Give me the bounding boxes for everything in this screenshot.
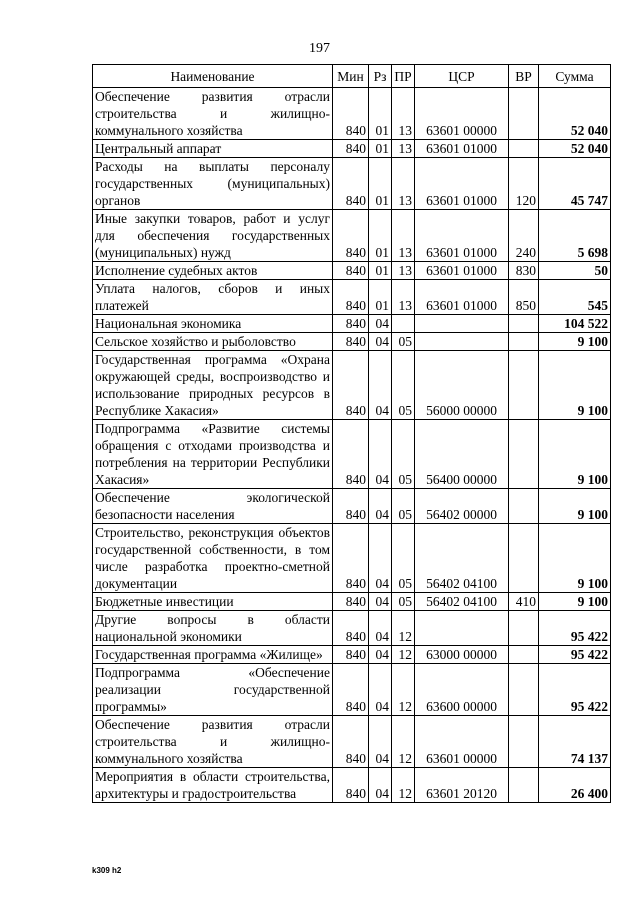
cell-vr <box>509 333 539 351</box>
table-row <box>93 262 611 280</box>
cell-min: 840 <box>333 716 369 768</box>
cell-vr <box>509 351 539 420</box>
cell-min: 840 <box>333 333 369 351</box>
cell-pr: 05 <box>392 593 415 611</box>
cell-rz: 01 <box>369 262 392 280</box>
cell-name: Строительство, реконструкция объектов государственной собственности, в том числе разработка проектно-сметной документации <box>93 524 333 593</box>
cell-name: Обеспечение развития отрасли строительства и жилищно-коммунального хозяйства <box>93 716 333 768</box>
cell-rz: 01 <box>369 140 392 158</box>
cell-pr: 13 <box>392 210 415 262</box>
cell-min: 840 <box>333 524 369 593</box>
cell-pr: 05 <box>392 333 415 351</box>
table-row <box>93 158 611 210</box>
cell-name: Мероприятия в области строительства, архитектуры и градостроительства <box>93 768 333 803</box>
cell-vr <box>509 524 539 593</box>
cell-min: 840 <box>333 646 369 664</box>
cell-vr: 120 <box>509 158 539 210</box>
header-min: Мин <box>333 65 369 88</box>
cell-rz: 01 <box>369 280 392 315</box>
cell-name: Уплата налогов, сборов и иных платежей <box>93 280 333 315</box>
cell-min: 840 <box>333 140 369 158</box>
cell-pr: 12 <box>392 768 415 803</box>
cell-name: Национальная экономика <box>93 315 333 333</box>
cell-rz: 04 <box>369 611 392 646</box>
table-row <box>93 489 611 524</box>
cell-min: 840 <box>333 489 369 524</box>
cell-csr: 63600 00000 <box>415 664 509 716</box>
cell-sum: 9 100 <box>539 351 611 420</box>
cell-sum: 9 100 <box>539 593 611 611</box>
cell-rz: 01 <box>369 210 392 262</box>
table-row <box>93 646 611 664</box>
cell-sum: 45 747 <box>539 158 611 210</box>
cell-sum: 95 422 <box>539 646 611 664</box>
cell-pr: 05 <box>392 351 415 420</box>
cell-min: 840 <box>333 158 369 210</box>
table-row <box>93 716 611 768</box>
cell-vr <box>509 489 539 524</box>
cell-vr <box>509 315 539 333</box>
cell-csr: 63601 01000 <box>415 140 509 158</box>
cell-sum: 52 040 <box>539 88 611 140</box>
table-row <box>93 280 611 315</box>
cell-csr: 63601 01000 <box>415 210 509 262</box>
cell-csr: 56000 00000 <box>415 351 509 420</box>
cell-rz: 04 <box>369 524 392 593</box>
cell-vr <box>509 646 539 664</box>
cell-name: Подпрограмма «Развитие системы обращения с отходами производства и потребления на территории Республики Хакасия» <box>93 420 333 489</box>
cell-sum: 26 400 <box>539 768 611 803</box>
header-csr: ЦСР <box>415 65 509 88</box>
cell-min: 840 <box>333 262 369 280</box>
cell-min: 840 <box>333 420 369 489</box>
cell-sum: 9 100 <box>539 333 611 351</box>
cell-name: Государственная программа «Жилище» <box>93 646 333 664</box>
cell-rz: 04 <box>369 593 392 611</box>
cell-sum: 50 <box>539 262 611 280</box>
cell-csr: 56402 00000 <box>415 489 509 524</box>
cell-rz: 01 <box>369 158 392 210</box>
cell-sum: 74 137 <box>539 716 611 768</box>
cell-rz: 04 <box>369 664 392 716</box>
footer-code: k309 h2 <box>92 866 122 875</box>
cell-csr: 63601 00000 <box>415 88 509 140</box>
cell-rz: 04 <box>369 420 392 489</box>
cell-min: 840 <box>333 593 369 611</box>
cell-rz: 04 <box>369 716 392 768</box>
cell-vr: 240 <box>509 210 539 262</box>
cell-pr: 13 <box>392 88 415 140</box>
cell-sum: 9 100 <box>539 524 611 593</box>
table-row <box>93 420 611 489</box>
cell-pr: 12 <box>392 664 415 716</box>
cell-rz: 04 <box>369 333 392 351</box>
table-row <box>93 210 611 262</box>
cell-name: Иные закупки товаров, работ и услуг для обеспечения государственных (муниципальных) нужд <box>93 210 333 262</box>
cell-csr: 56402 04100 <box>415 593 509 611</box>
cell-vr: 850 <box>509 280 539 315</box>
cell-vr <box>509 88 539 140</box>
cell-pr <box>392 315 415 333</box>
cell-name: Исполнение судебных актов <box>93 262 333 280</box>
cell-sum: 95 422 <box>539 664 611 716</box>
cell-pr: 12 <box>392 646 415 664</box>
header-sum: Сумма <box>539 65 611 88</box>
cell-csr: 56402 04100 <box>415 524 509 593</box>
cell-vr <box>509 716 539 768</box>
cell-name: Обеспечение экологической безопасности населения <box>93 489 333 524</box>
cell-rz: 01 <box>369 88 392 140</box>
cell-min: 840 <box>333 210 369 262</box>
table-row <box>93 88 611 140</box>
cell-min: 840 <box>333 88 369 140</box>
cell-pr: 13 <box>392 140 415 158</box>
cell-min: 840 <box>333 664 369 716</box>
cell-min: 840 <box>333 315 369 333</box>
cell-vr <box>509 140 539 158</box>
cell-pr: 05 <box>392 420 415 489</box>
cell-sum: 9 100 <box>539 489 611 524</box>
table-row <box>93 315 611 333</box>
cell-csr: 63000 00000 <box>415 646 509 664</box>
cell-csr: 63601 20120 <box>415 768 509 803</box>
cell-name: Центральный аппарат <box>93 140 333 158</box>
cell-pr: 12 <box>392 716 415 768</box>
header-vr: ВР <box>509 65 539 88</box>
cell-rz: 04 <box>369 646 392 664</box>
cell-csr: 63601 01000 <box>415 158 509 210</box>
cell-name: Государственная программа «Охрана окружающей среды, воспроизводство и использование природных ресурсов в Республике Хакасия» <box>93 351 333 420</box>
cell-pr: 05 <box>392 489 415 524</box>
cell-rz: 04 <box>369 351 392 420</box>
cell-name: Подпрограмма «Обеспечение реализации государственной программы» <box>93 664 333 716</box>
cell-sum: 5 698 <box>539 210 611 262</box>
cell-name: Другие вопросы в области национальной экономики <box>93 611 333 646</box>
cell-sum: 95 422 <box>539 611 611 646</box>
cell-csr <box>415 333 509 351</box>
cell-pr: 13 <box>392 158 415 210</box>
cell-name: Сельское хозяйство и рыболовство <box>93 333 333 351</box>
header-pr: ПР <box>392 65 415 88</box>
cell-vr <box>509 420 539 489</box>
cell-csr <box>415 315 509 333</box>
cell-sum: 9 100 <box>539 420 611 489</box>
cell-rz: 04 <box>369 768 392 803</box>
cell-min: 840 <box>333 280 369 315</box>
cell-rz: 04 <box>369 315 392 333</box>
table-row <box>93 140 611 158</box>
cell-vr <box>509 768 539 803</box>
cell-vr: 830 <box>509 262 539 280</box>
page-number: 197 <box>309 41 330 56</box>
cell-vr <box>509 611 539 646</box>
cell-sum: 545 <box>539 280 611 315</box>
cell-sum: 52 040 <box>539 140 611 158</box>
table-row <box>93 351 611 420</box>
cell-csr: 63601 00000 <box>415 716 509 768</box>
table-row <box>93 524 611 593</box>
budget-table <box>92 64 611 803</box>
table-header-row <box>93 65 611 88</box>
cell-min: 840 <box>333 351 369 420</box>
cell-pr: 05 <box>392 524 415 593</box>
cell-min: 840 <box>333 768 369 803</box>
cell-csr: 56400 00000 <box>415 420 509 489</box>
cell-name: Бюджетные инвестиции <box>93 593 333 611</box>
cell-vr: 410 <box>509 593 539 611</box>
cell-rz: 04 <box>369 489 392 524</box>
cell-vr <box>509 664 539 716</box>
cell-csr: 63601 01000 <box>415 280 509 315</box>
cell-csr <box>415 611 509 646</box>
table-row <box>93 768 611 803</box>
cell-name: Расходы на выплаты персоналу государственных (муниципальных) органов <box>93 158 333 210</box>
cell-name: Обеспечение развития отрасли строительства и жилищно-коммунального хозяйства <box>93 88 333 140</box>
header-name: Наименование <box>93 65 333 88</box>
cell-pr: 13 <box>392 262 415 280</box>
cell-csr: 63601 01000 <box>415 262 509 280</box>
table-row <box>93 664 611 716</box>
table-row <box>93 593 611 611</box>
cell-sum: 104 522 <box>539 315 611 333</box>
header-rz: Рз <box>369 65 392 88</box>
cell-pr: 12 <box>392 611 415 646</box>
table-row <box>93 333 611 351</box>
table-row <box>93 611 611 646</box>
cell-min: 840 <box>333 611 369 646</box>
cell-pr: 13 <box>392 280 415 315</box>
